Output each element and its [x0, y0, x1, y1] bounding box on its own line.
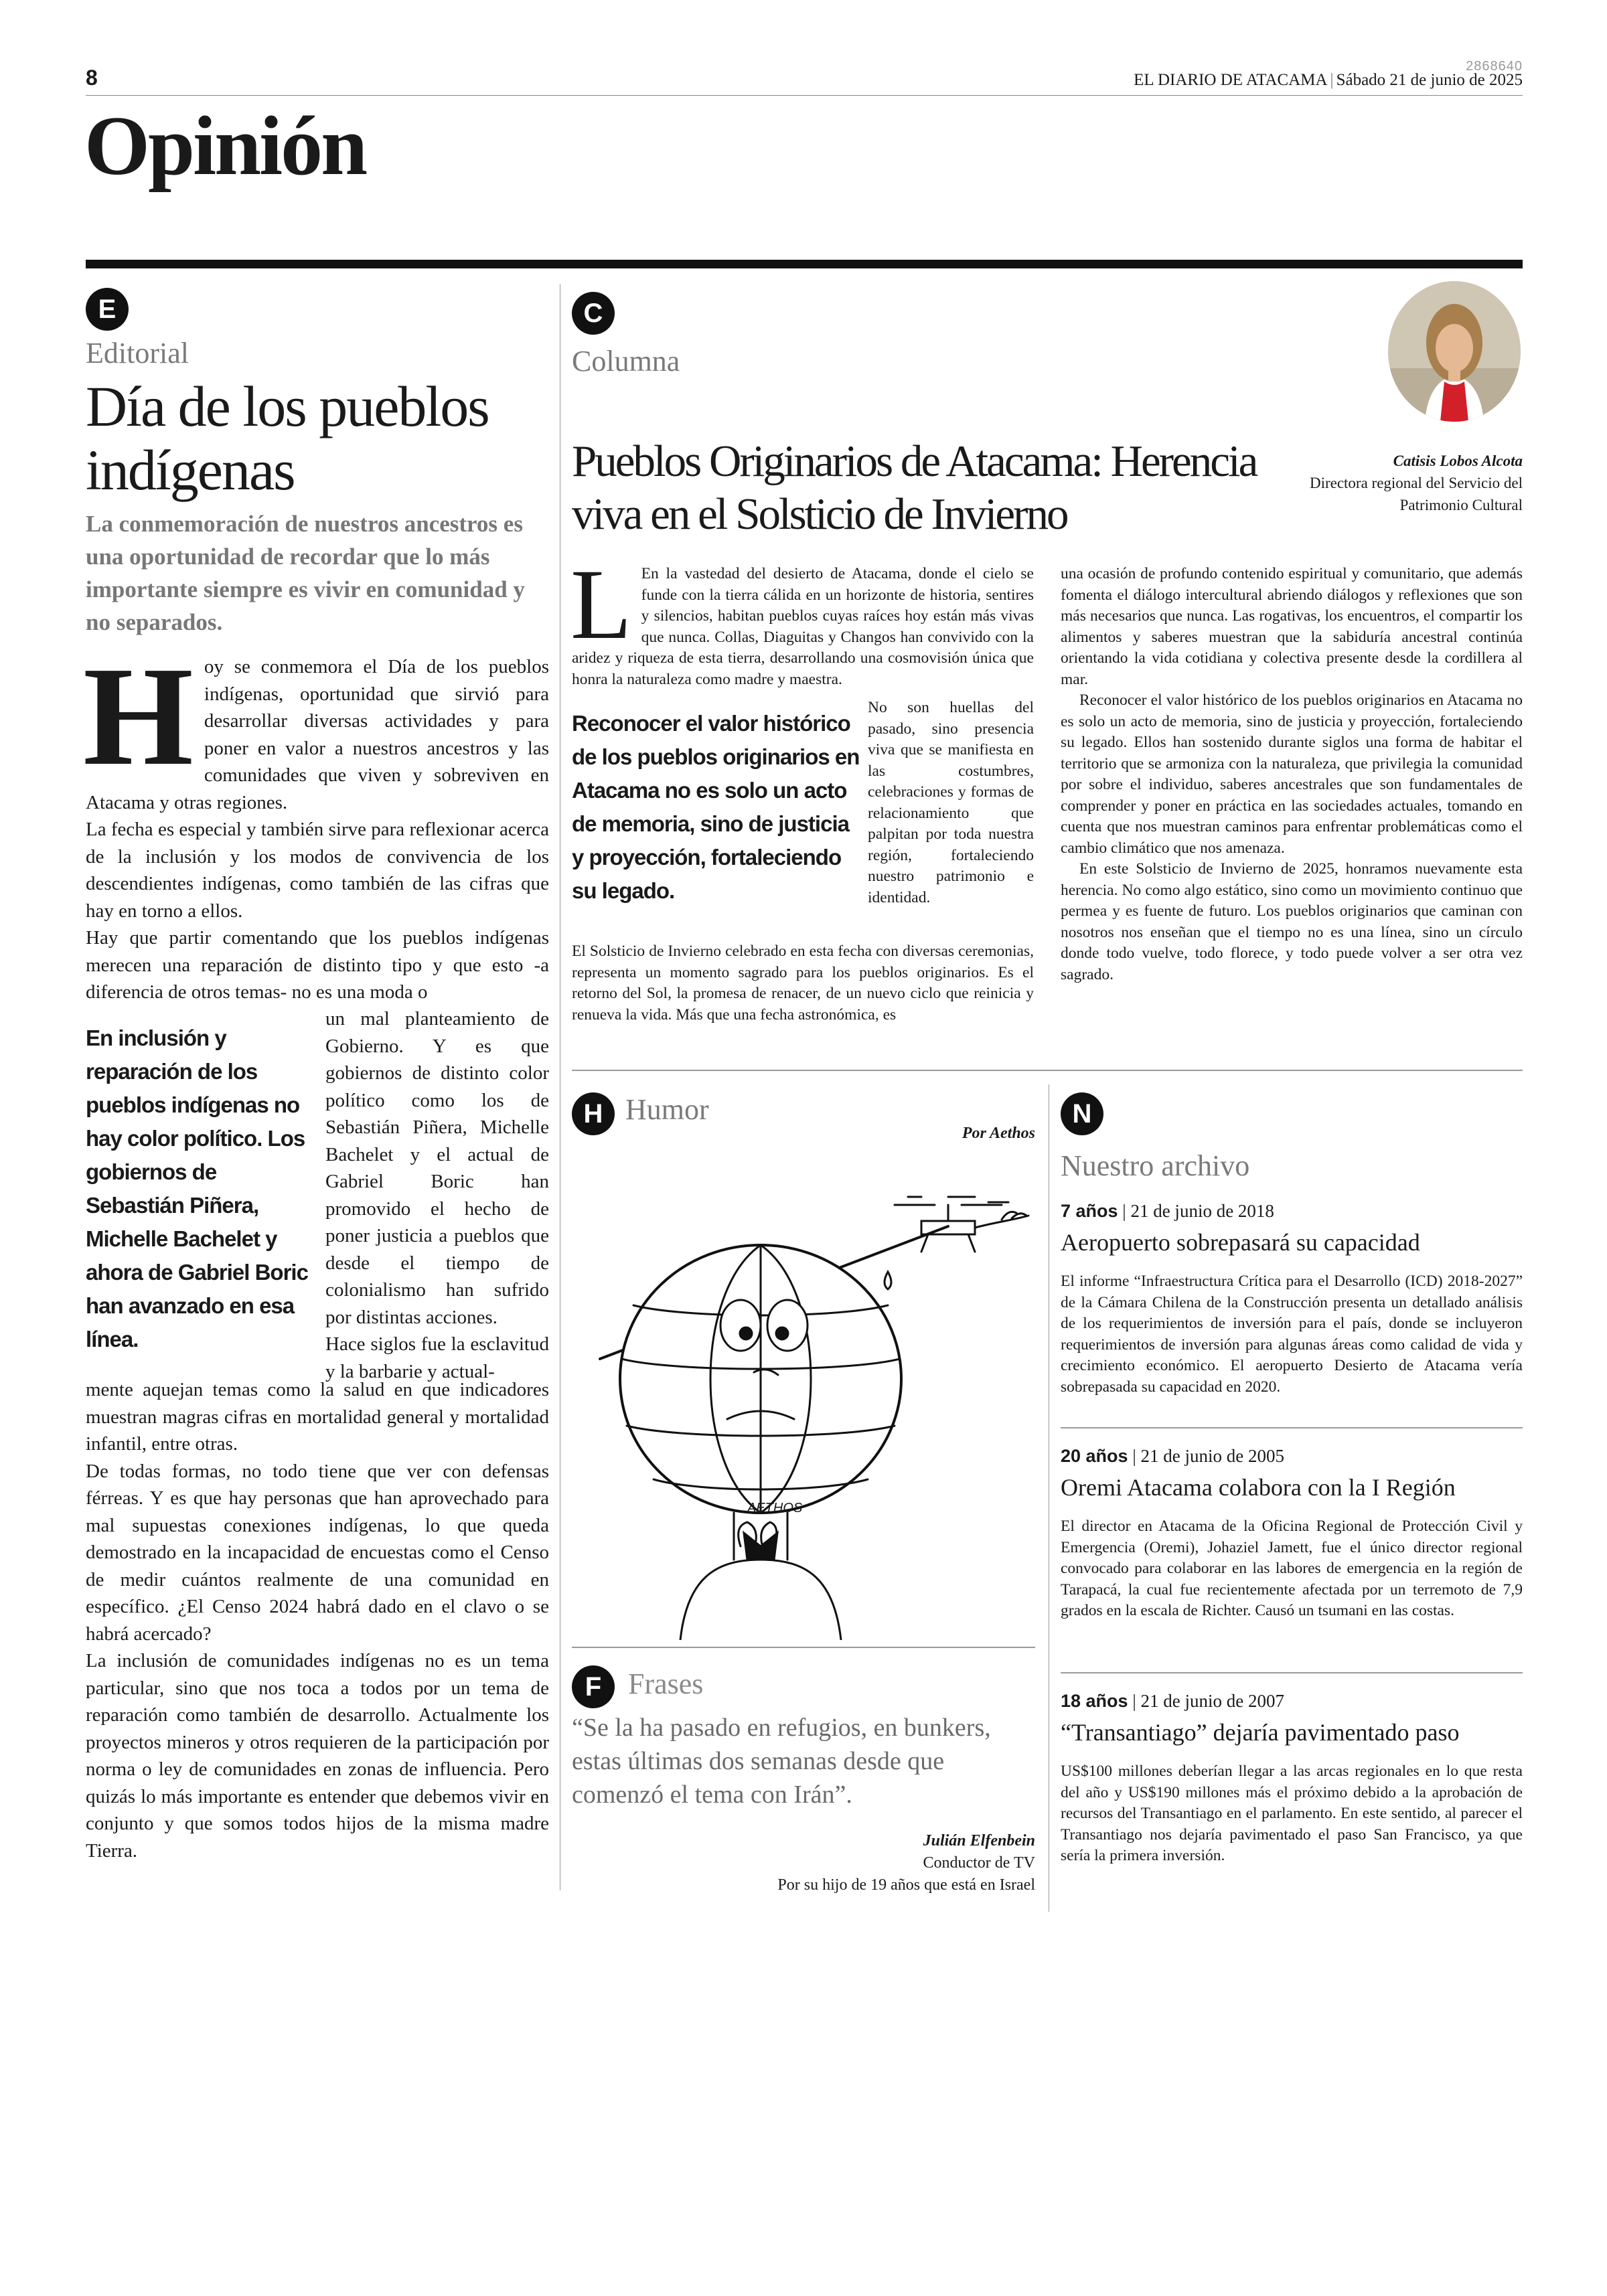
editorial-kicker: Editorial	[86, 337, 189, 370]
editorial-p1: oy se conmemora el Día de los pueblos indígenas, oportunidad que sirvió para desarrollar diversas actividades y para poner en valor a nuestros ancestros y las comunidades que viven y sobreviven en Atacama y otras regiones.	[86, 656, 549, 813]
column-p2: El Solsticio de Invierno celebrado en esta fecha con diversas ceremonias, representa un momento sagrado para los pueblos originarios. Es el retorno del Sol, la promesa de renacer, de un nuevo ciclo que reinicia y renueva la vida. Más que una fecha astronómica, es	[572, 942, 1034, 1023]
archive-text: El director en Atacama de la Oficina Regional de Protección Civil y Emergencia (Oremi), Johaziel Jamett, fue el único director regional convocado para colaborar en las labores de emergencia en la región de Tarapacá, la cual fue recientemente afectada por un terremoto de 7,9 grados en la escala de Richter. Causó un tsumani en las costas.	[1061, 1518, 1523, 1619]
frases-role: Conductor de TV	[923, 1854, 1035, 1872]
humor-byline: Por Aethos	[962, 1125, 1035, 1142]
column-title: Pueblos Originarios de Atacama: Herencia viva en el Solsticio de Invierno	[572, 436, 1257, 540]
column-side	[868, 698, 1034, 908]
editorial-p2: La fecha es especial y también sirve para reflexionar acerca de la inclusión y los modos de convivencia de los descendientes indígenas, como también de las cifras que hay en torno a ellos.	[86, 819, 549, 922]
editorial-lead: La conmemoración de nuestros ancestros es una oportunidad de recordar que lo más importante siempre es vivir en comunidad y no separados.	[86, 511, 525, 635]
author-role: Directora regional del Servicio del Patrimonio Cultural	[1309, 475, 1523, 513]
column-p1a	[570, 549, 1034, 690]
column-author	[1282, 450, 1523, 516]
author-name: Catisis Lobos Alcota	[1393, 453, 1523, 469]
archive-rule	[1061, 1672, 1523, 1673]
watermark-id: 2868640	[1466, 59, 1523, 74]
editorial-title: Día de los pueblos indígenas	[86, 374, 489, 502]
archive-item	[1061, 1201, 1523, 1398]
column-p4: Reconocer el valor histórico de los pueblos originarios en Atacama no es solo un acto de memoria, sino de justicia y proyección, fortaleciendo su legado. Ellos han sostenido durante siglos una forma de habitar el territorio que se armoniza con la naturaleza, que privilegia la comunidad por sobre el individuo, saberes ancestrales que son fundamentales de comprender y poner en práctica en las sociedades actuales, tomando en cuenta que nos muestran caminos para enfrentar problemáticas como el cambio climático que nos amenaza.	[1061, 691, 1523, 857]
archive-years: 7 años	[1061, 1201, 1118, 1221]
editorial-p6: La inclusión de comunidades indígenas no es un tema particular, sino que nos toca a todos por un tema de reparación como también de desarrollo. Actualmente los proyectos mineros y otros requieren de la participación por norma o ley de comunidades en zonas de influencia. Pero quizás lo más importante es entender que debemos vivir en conjunto y que somos todos hijos de la misma madre Tierra.	[86, 1650, 549, 1862]
archive-meta: 20 años | 21 de junio de 2005	[1061, 1446, 1284, 1466]
archive-headline: Aeropuerto sobrepasará su capacidad	[1061, 1229, 1420, 1256]
archive-meta: 18 años | 21 de junio de 2007	[1061, 1691, 1284, 1711]
frases-note: Por su hijo de 19 años que está en Israel	[777, 1876, 1035, 1894]
archive-years: 18 años	[1061, 1691, 1128, 1711]
editorial-badge: E	[86, 288, 129, 331]
section-rule	[86, 260, 1523, 268]
column-pullquote: Reconocer el valor histórico de los pueblos originarios en Atacama no es solo un acto de memoria, sino de justicia y proyección, fortaleciendo su legado.	[572, 711, 860, 903]
archive-text: El informe “Infraestructura Crítica para el Desarrollo (ICD) 2018-2027” de la Cámara Chilena de la Construcción presenta un detallado análisis de los requerimientos de inversión para el país, donde se incluyeron requerimientos de inversión para algunas áreas como calidad de vida y crecimiento económico. El aeropuerto Desierto de Atacama vería sobrepasada su capacidad en 2020.	[1061, 1273, 1523, 1396]
frases-badge: F	[572, 1665, 615, 1708]
editorial-p4b: mente aquejan temas como la salud en que indicadores muestran magras cifras en mortalidad general y mortalidad infantil, entre otras.	[86, 1379, 549, 1455]
page-number: 8	[86, 66, 98, 90]
header-rule	[86, 95, 1523, 96]
humor-archive-rule	[572, 1070, 1523, 1071]
author-photo	[1388, 281, 1521, 422]
archive-date: 21 de junio de 2007	[1140, 1691, 1284, 1711]
editorial-p5: De todas formas, no todo tiene que ver con defensas férreas. Y es que hay personas que han aprovechado para mal supuestas conexiones indígenas, lo que queda demostrado en la incapacidad de encuestas como el Censo de medir cuántos realmente de una comunidad en específico. ¿El Censo 2024 habrá dado en el clavo o se habrá acercado?	[86, 1460, 549, 1645]
editorial-body-mid	[325, 1005, 549, 1385]
archive-date: 21 de junio de 2018	[1130, 1201, 1274, 1221]
archive-rule	[1061, 1427, 1523, 1428]
column-p3: una ocasión de profundo contenido espiritual y comunitario, que además fomenta el diálogo intercultural abriendo diálogos y reflexiones que son más necesarios que nunca. Las rogativas, los encuentros, el compartir los alimentos y saberes muestran que la sabiduría ancestral continúa orientando la vida cotidiana y colectiva presente desde la cordillera al mar.	[1061, 565, 1523, 688]
section-title: Opinión	[84, 100, 366, 193]
column-p1b: No son huellas del pasado, sino presencia viva que se manifiesta en las costumbres, celebraciones y formas de relacionamiento que palpitan por toda nuestra región, fortaleciendo nuestro patrimonio e identidad.	[868, 699, 1034, 906]
archive-years: 20 años	[1061, 1446, 1128, 1466]
column-bottom	[572, 941, 1034, 1026]
archive-badge: N	[1061, 1092, 1103, 1135]
archive-text: US$100 millones deberían llegar a las arcas regionales en lo que resta del año y US$190 millones más el próximo debido a la aprobación de recursos del Transantiago en el parlamento. En este sentido, al parecer el Transantiago nos dejaría pavimentado el paso San Francisco, ya que sería la primera inversión.	[1061, 1762, 1523, 1864]
archive-meta: 7 años | 21 de junio de 2018	[1061, 1201, 1274, 1221]
humor-kicker: Humor	[625, 1093, 709, 1126]
column-p5: En este Solsticio de Invierno de 2025, honramos nuevamente esta herencia. No como algo estático, sino como un movimiento continuo que permea y es fuente de futuro. Los pueblos originarios que caminan con nosotros nos enseñan que el tiempo no es una línea, sino un círculo donde todo vuelve, todo florece, y todo puede volver a ser otra vez sagrado.	[1061, 860, 1523, 983]
column-badge: C	[572, 292, 615, 335]
issue-date: Sábado 21 de junio de 2025	[1336, 71, 1523, 89]
editorial-pullquote: En inclusión y reparación de los pueblos indígenas no hay color político. Los gobiernos de Sebastián Piñera, Michelle Bachelet y ahora de Gabriel Boric han avanzado en esa línea.	[86, 1026, 308, 1351]
column-right	[1061, 564, 1523, 985]
frases-rule	[572, 1647, 1035, 1648]
editorial-dropcap: H	[83, 637, 194, 795]
editorial-p4a: Hace siglos fue la esclavitud y la barbarie y actual-	[325, 1333, 549, 1382]
archive-date: 21 de junio de 2005	[1140, 1446, 1284, 1466]
editorial-p3b: un mal planteamiento de Gobierno. Y es que gobiernos de distinto color político como los de Sebastián Piñera, Michelle Bachelet y el actual de Gabriel Boric han promovido el hecho de poner justicia a pueblos que desde el tiempo de colonialismo han sufrido por distintas acciones.	[325, 1008, 549, 1328]
archive-headline: Oremi Atacama colabora con la I Región	[1061, 1474, 1456, 1501]
humor-badge: H	[572, 1092, 615, 1135]
newspaper-name: EL DIARIO DE ATACAMA	[1134, 71, 1328, 89]
drone-icon	[895, 1197, 1028, 1252]
archive-kicker: Nuestro archivo	[1061, 1149, 1250, 1182]
editorial-p3: Hay que partir comentando que los pueblos indígenas merecen una reparación de distinto tipo y que esto -a diferencia de otros temas- no es una moda o	[86, 927, 549, 1003]
archive-item	[1061, 1446, 1523, 1622]
humor-cartoon	[573, 1158, 1035, 1640]
globe-icon	[620, 1245, 901, 1513]
editorial-paragraph	[83, 637, 549, 816]
editorial-body-top	[83, 637, 549, 1006]
frases-attribution	[737, 1830, 1035, 1896]
column-intro	[570, 549, 1034, 690]
column-kicker: Columna	[572, 345, 680, 378]
column-dropcap: L	[570, 549, 632, 660]
frases-quote: “Se la ha pasado en refugios, en bunkers, estas últimas dos semanas desde que comenzó el tema con Irán”.	[572, 1714, 991, 1809]
archive-headline: “Transantiago” dejaría pavimentado paso	[1061, 1719, 1460, 1746]
frases-name: Julián Elfenbein	[923, 1832, 1035, 1850]
editorial-body-bottom	[86, 1376, 549, 1864]
column-p1a-text: En la vastedad del desierto de Atacama, donde el cielo se funde con la tierra cálida en un horizonte de historia, sentires y silencios, habitan pueblos cuyas raíces hoy están más vivas que nunca. Collas, Diaguitas y Changos han convivido con la aridez y riqueza de esta tierra, desarrollando una cosmovisión única que honra la naturaleza como madre y maestra.	[572, 565, 1034, 688]
archive-item	[1061, 1691, 1523, 1867]
cartoon-signature: AETHOS	[747, 1501, 803, 1515]
masthead: EL DIARIO DE ATACAMA | Sábado 21 de junio de 2025	[1134, 71, 1523, 89]
frases-kicker: Frases	[628, 1667, 704, 1700]
